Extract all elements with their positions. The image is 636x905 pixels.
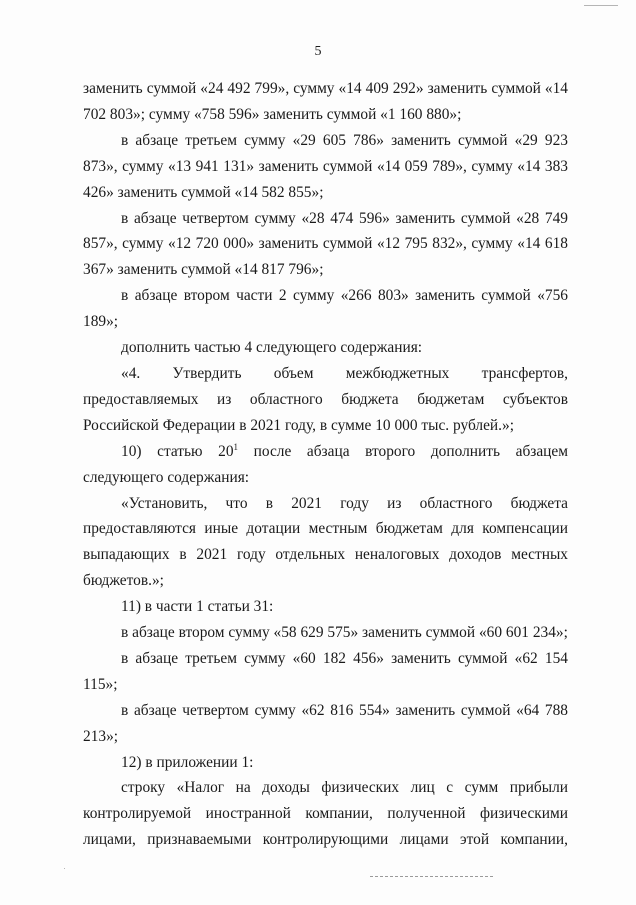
paragraph-appendix-row: строку «Налог на доходы физических лиц с сумм прибыли контролируемой иностранной компании, полученной физическими лицами, признаваемыми контролирующими лицами этой компании, xyxy=(83,779,568,849)
paragraph-add-part-4: дополнить частью 4 следующего содержания: xyxy=(121,339,423,357)
article-superscript: 1 xyxy=(233,441,239,452)
paragraph-appendix-1: 12) в приложении 1: xyxy=(121,753,254,771)
paragraph-article-31-second: в абзаце втором сумму «58 629 575» заменить суммой «60 601 234»; xyxy=(121,624,568,642)
paragraph-article-31-fourth: в абзаце четвертом сумму «62 816 554» заменить суммой «64 788 213»; xyxy=(83,701,568,745)
paragraph-article-20-1 xyxy=(83,439,568,491)
page-number: 5 xyxy=(314,44,322,59)
paragraph-article-31-third: в абзаце третьем сумму «60 182 456» заменить суммой «62 154 115»; xyxy=(83,649,568,693)
scan-mark-top-right xyxy=(584,5,618,6)
paragraph-article-31: 11) в части 1 статьи 31: xyxy=(121,598,274,616)
paragraph-part-4-text: «4. Утвердить объем межбюджетных трансфертов, предоставляемых из областного бюджета бюджетам субъектов Российской Федерации в 2021 году, в сумме 10 000 тыс. рублей.»; xyxy=(83,364,568,434)
scan-mark-bottom-left xyxy=(64,868,65,869)
paragraph-amendment-third-abzac: в абзаце третьем сумму «29 605 786» заменить суммой «29 923 873», сумму «13 941 131» заменить суммой «14 059 789», сумму «14 383 426» заменить суммой «14 582 855»; xyxy=(83,131,568,201)
paragraph-amendment-part-2: в абзаце втором части 2 сумму «266 803» заменить суммой «756 189»; xyxy=(83,287,568,331)
scan-footer-line xyxy=(370,876,494,877)
document-body xyxy=(83,76,568,853)
paragraph-amendment-fourth-abzac: в абзаце четвертом сумму «28 474 596» заменить суммой «28 749 857», сумму «12 720 000» заменить суммой «12 795 832», сумму «14 618 367» заменить суммой «14 817 796»; xyxy=(83,209,568,279)
paragraph-continuation: заменить суммой «24 492 799», сумму «14 409 292» заменить суммой «14 702 803»; сумму «758 596» заменить суммой «1 160 880»; xyxy=(83,80,568,123)
paragraph-new-abzac-text: «Установить, что в 2021 году из областного бюджета предоставляются иные дотации местным бюджетам для компенсации выпадающих в 2021 году отдельных неналоговых доходов местных бюджетов.»; xyxy=(83,494,568,590)
article-ref-continuation: после абзаца второго дополнить абзацем следующего содержания: xyxy=(83,442,568,486)
article-ref-text: 10) статью 20 xyxy=(121,442,234,460)
